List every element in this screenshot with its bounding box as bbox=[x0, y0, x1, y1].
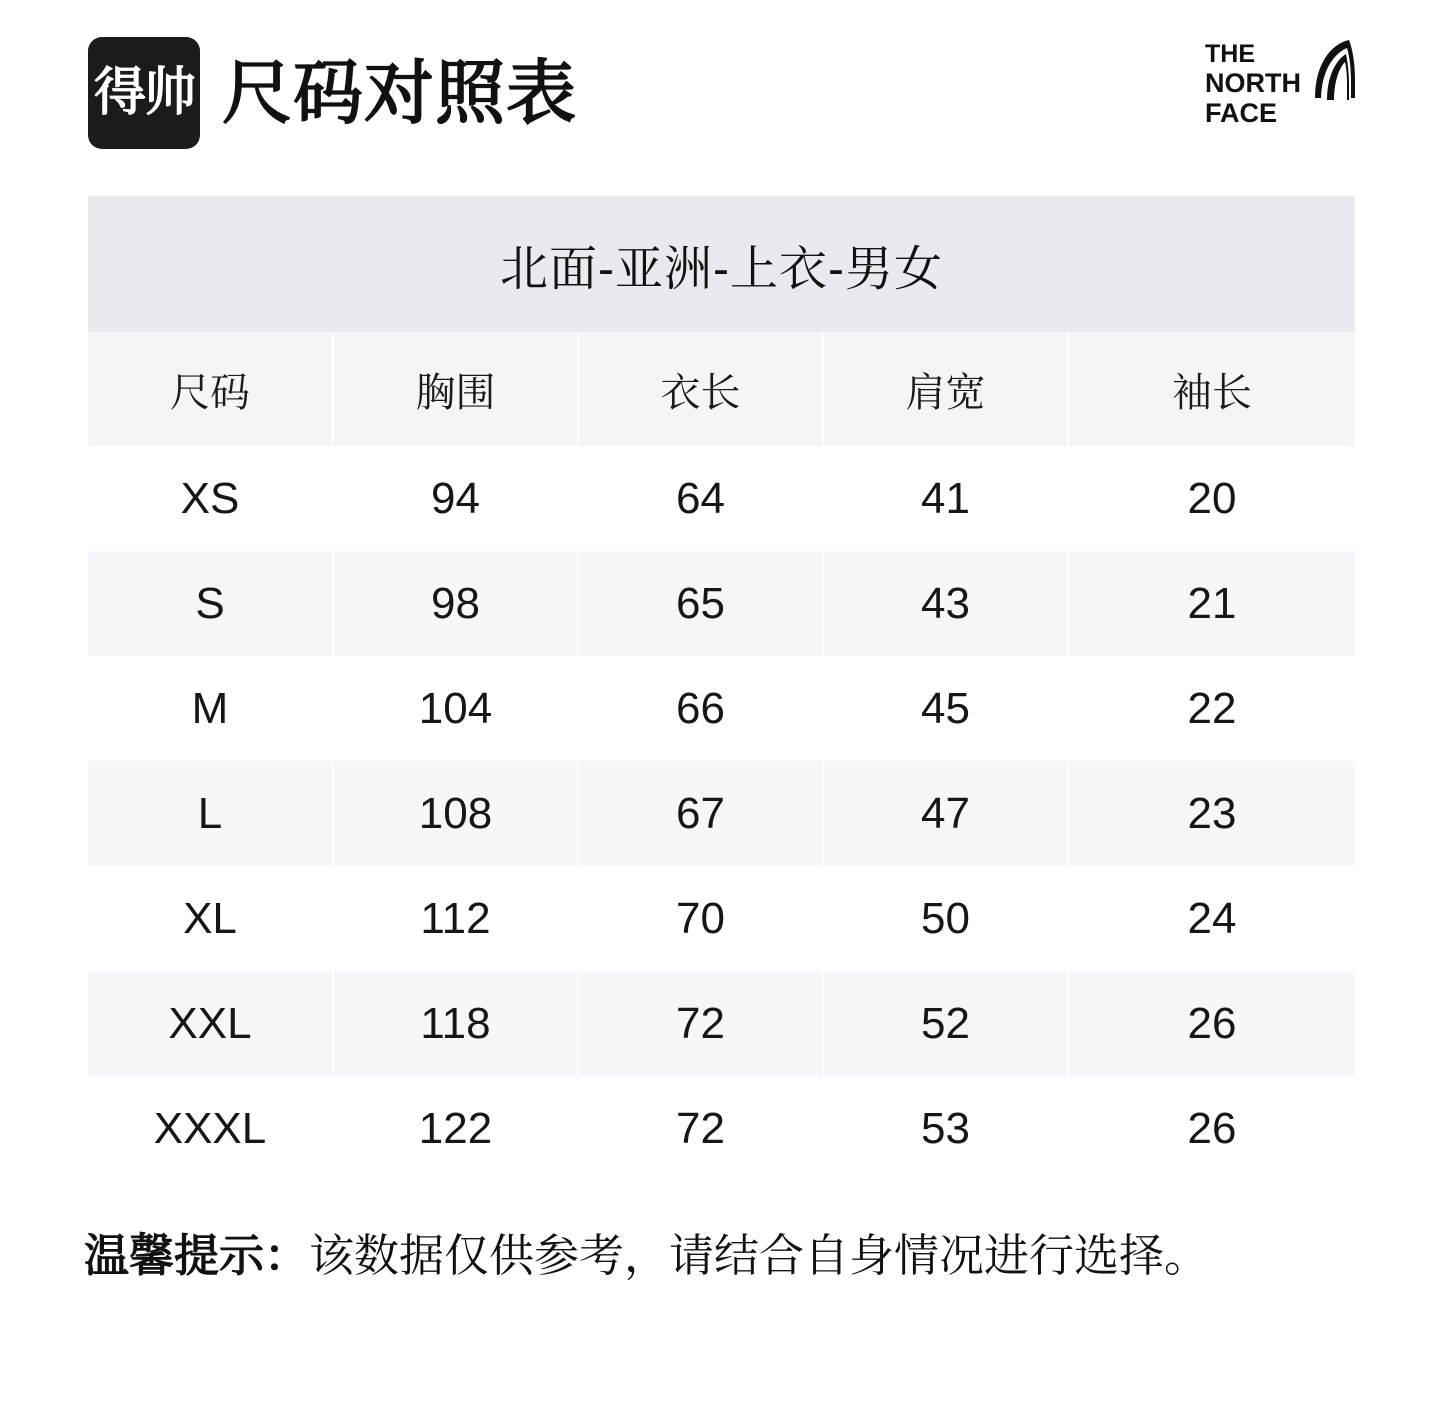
table-row bbox=[88, 551, 1355, 656]
column-header-size: 尺码 bbox=[88, 332, 333, 446]
cell-size: XL bbox=[88, 866, 333, 971]
cell-shoulder: 41 bbox=[823, 446, 1068, 551]
cell-size: L bbox=[88, 761, 333, 866]
column-header-shoulder: 肩宽 bbox=[823, 332, 1068, 446]
brand-badge-label: 得帅 bbox=[93, 63, 194, 123]
column-header-length: 衣长 bbox=[578, 332, 823, 446]
cell-chest: 98 bbox=[333, 551, 578, 656]
cell-length: 72 bbox=[578, 1076, 823, 1181]
cell-chest: 112 bbox=[333, 866, 578, 971]
cell-chest: 108 bbox=[333, 761, 578, 866]
svg-text:THE: THE bbox=[1205, 40, 1255, 68]
cell-sleeve: 23 bbox=[1068, 761, 1355, 866]
cell-sleeve: 26 bbox=[1068, 971, 1355, 1076]
cell-sleeve: 20 bbox=[1068, 446, 1355, 551]
cell-length: 70 bbox=[578, 866, 823, 971]
cell-chest: 122 bbox=[333, 1076, 578, 1181]
table-title: 北面-亚洲-上衣-男女 bbox=[88, 196, 1355, 332]
table-row bbox=[88, 446, 1355, 551]
cell-length: 64 bbox=[578, 446, 823, 551]
table-row bbox=[88, 971, 1355, 1076]
size-table-wrap bbox=[88, 196, 1355, 1181]
cell-length: 67 bbox=[578, 761, 823, 866]
cell-sleeve: 26 bbox=[1068, 1076, 1355, 1181]
note-text: 该数据仅供参考，请结合自身情况进行选择。 bbox=[309, 1230, 1210, 1281]
column-header-chest: 胸围 bbox=[333, 332, 578, 446]
cell-sleeve: 22 bbox=[1068, 656, 1355, 761]
cell-chest: 118 bbox=[333, 971, 578, 1076]
cell-shoulder: 47 bbox=[823, 761, 1068, 866]
brand-badge bbox=[88, 37, 200, 149]
table-row bbox=[88, 656, 1355, 761]
cell-chest: 104 bbox=[333, 656, 578, 761]
column-header-sleeve: 袖长 bbox=[1068, 332, 1355, 446]
cell-size: XS bbox=[88, 446, 333, 551]
table-title-row bbox=[88, 196, 1355, 332]
cell-length: 66 bbox=[578, 656, 823, 761]
cell-sleeve: 21 bbox=[1068, 551, 1355, 656]
table-header-row bbox=[88, 332, 1355, 446]
table-row bbox=[88, 761, 1355, 866]
page-title: 尺码对照表 bbox=[222, 54, 577, 132]
cell-chest: 94 bbox=[333, 446, 578, 551]
cell-size: M bbox=[88, 656, 333, 761]
cell-shoulder: 50 bbox=[823, 866, 1068, 971]
page-header bbox=[88, 28, 1355, 158]
cell-size: XXL bbox=[88, 971, 333, 1076]
cell-size: S bbox=[88, 551, 333, 656]
cell-shoulder: 43 bbox=[823, 551, 1068, 656]
cell-size: XXXL bbox=[88, 1076, 333, 1181]
table-row bbox=[88, 866, 1355, 971]
cell-length: 65 bbox=[578, 551, 823, 656]
note bbox=[84, 1228, 1374, 1284]
cell-length: 72 bbox=[578, 971, 823, 1076]
svg-text:FACE: FACE bbox=[1205, 98, 1278, 128]
cell-shoulder: 45 bbox=[823, 656, 1068, 761]
cell-sleeve: 24 bbox=[1068, 866, 1355, 971]
svg-text:NORTH: NORTH bbox=[1205, 68, 1301, 98]
cell-shoulder: 52 bbox=[823, 971, 1068, 1076]
table-row bbox=[88, 1076, 1355, 1181]
note-label: 温馨提示： bbox=[84, 1230, 310, 1281]
cell-shoulder: 53 bbox=[823, 1076, 1068, 1181]
size-table bbox=[88, 196, 1355, 1181]
the-north-face-logo bbox=[1203, 38, 1355, 134]
